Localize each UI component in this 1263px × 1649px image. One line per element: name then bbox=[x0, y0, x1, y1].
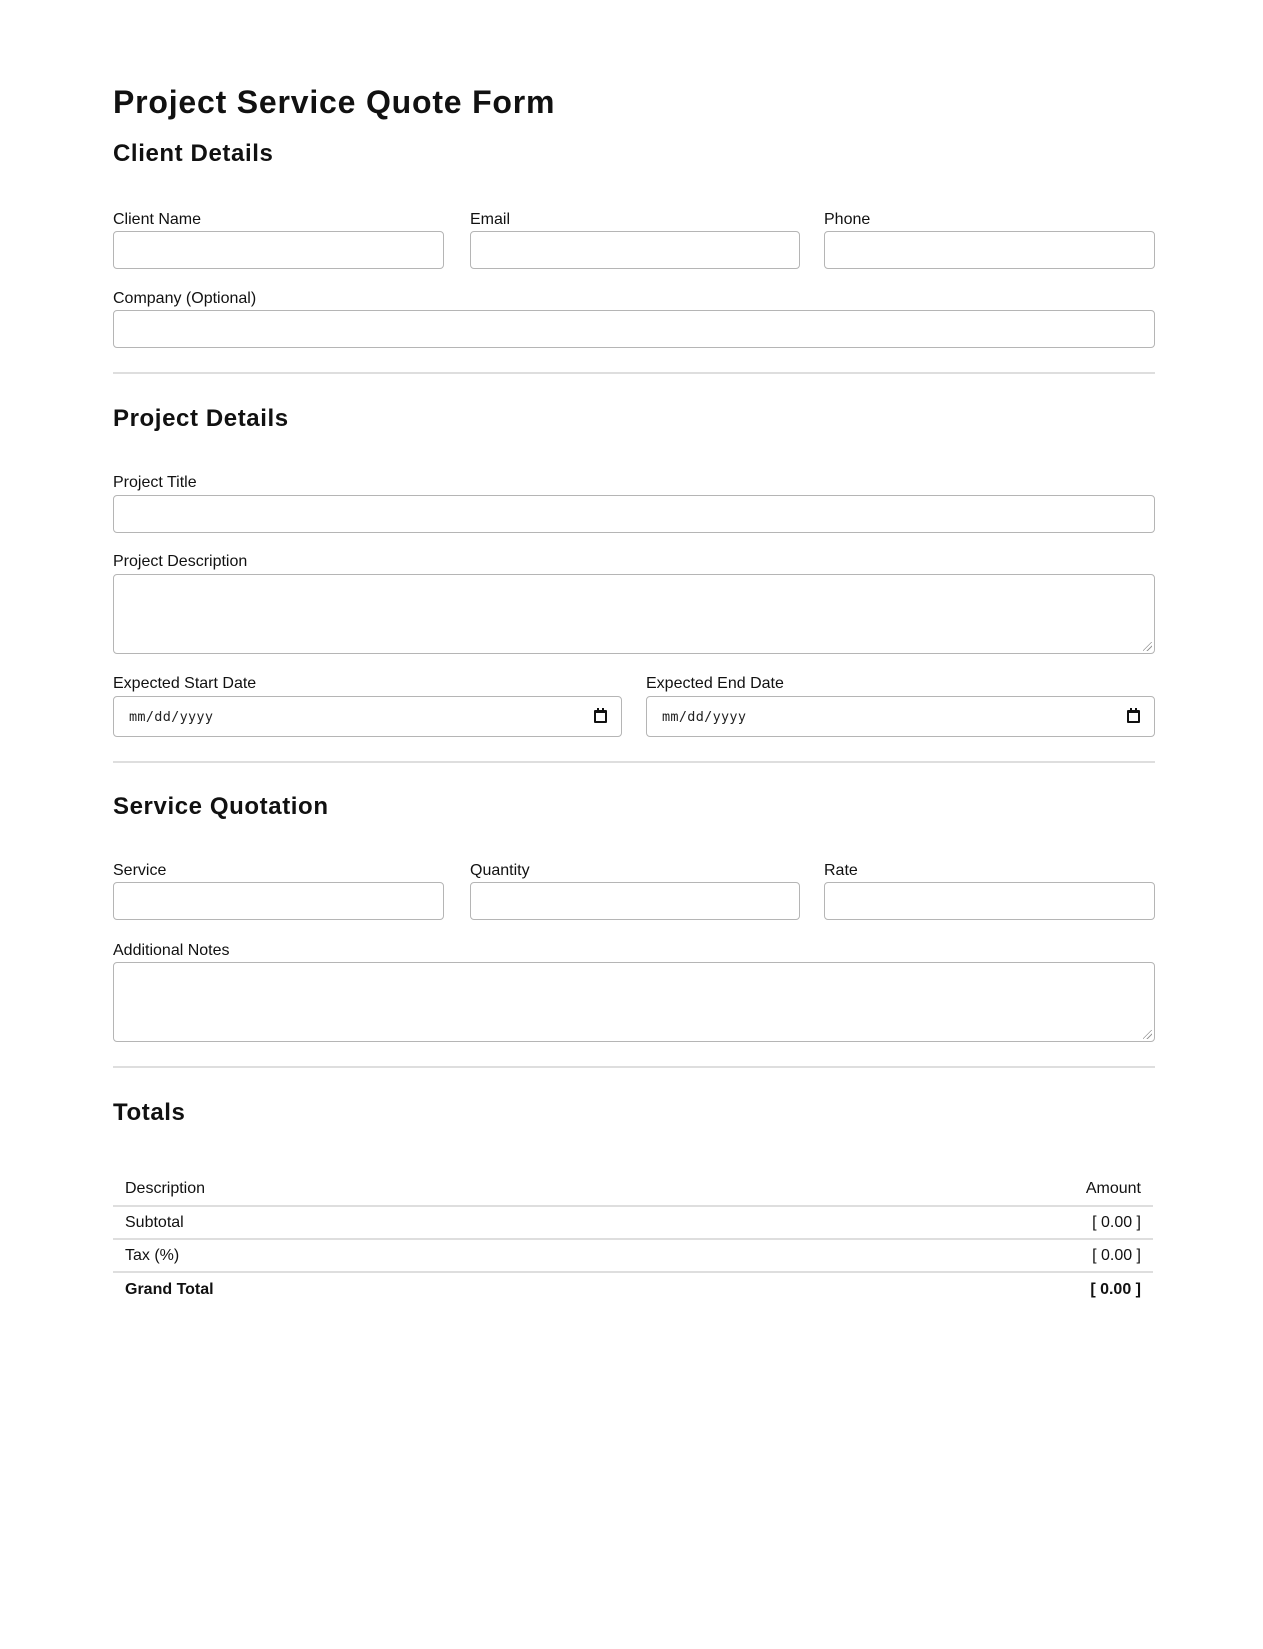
project-title-input[interactable] bbox=[113, 495, 1155, 533]
row-amount: [ 0.00 ] bbox=[1090, 1280, 1141, 1298]
service-input[interactable] bbox=[113, 882, 444, 920]
company-input[interactable] bbox=[113, 310, 1155, 348]
section-title-client-details: Client Details bbox=[113, 140, 274, 167]
project-description-label: Project Description bbox=[113, 553, 248, 570]
row-description: Grand Total bbox=[125, 1280, 214, 1298]
calendar-icon[interactable] bbox=[594, 710, 607, 723]
end-date-placeholder: mm/dd/yyyy bbox=[662, 708, 747, 725]
section-divider bbox=[113, 372, 1155, 374]
page-title: Project Service Quote Form bbox=[113, 84, 556, 120]
quantity-label: Quantity bbox=[470, 862, 530, 879]
service-label: Service bbox=[113, 862, 167, 879]
additional-notes-textarea[interactable] bbox=[113, 962, 1155, 1042]
additional-notes-label: Additional Notes bbox=[113, 942, 230, 959]
calendar-icon[interactable] bbox=[1127, 710, 1140, 723]
table-row-subtotal bbox=[113, 1207, 1153, 1240]
start-date-input[interactable] bbox=[113, 696, 622, 737]
column-header-description: Description bbox=[125, 1180, 206, 1197]
phone-input[interactable] bbox=[824, 231, 1155, 269]
row-description: Subtotal bbox=[125, 1213, 184, 1231]
client-name-label: Client Name bbox=[113, 211, 202, 228]
row-amount: [ 0.00 ] bbox=[1092, 1246, 1141, 1264]
column-header-amount: Amount bbox=[1085, 1180, 1141, 1197]
end-date-input[interactable] bbox=[646, 696, 1155, 737]
resize-grip-icon[interactable] bbox=[1143, 1030, 1152, 1039]
table-row-grand-total bbox=[113, 1273, 1153, 1306]
rate-input[interactable] bbox=[824, 882, 1155, 920]
email-label: Email bbox=[470, 211, 511, 228]
project-description-textarea[interactable] bbox=[113, 574, 1155, 654]
section-title-project-details: Project Details bbox=[113, 405, 289, 432]
start-date-label: Expected Start Date bbox=[113, 675, 257, 692]
row-description: Tax (%) bbox=[125, 1246, 180, 1264]
table-row-tax bbox=[113, 1240, 1153, 1273]
section-divider bbox=[113, 761, 1155, 763]
table-header-row bbox=[113, 1173, 1153, 1207]
row-amount: [ 0.00 ] bbox=[1092, 1213, 1141, 1231]
start-date-placeholder: mm/dd/yyyy bbox=[129, 708, 214, 725]
rate-label: Rate bbox=[824, 862, 858, 879]
phone-label: Phone bbox=[824, 211, 871, 228]
company-label: Company (Optional) bbox=[113, 290, 257, 307]
quantity-input[interactable] bbox=[470, 882, 800, 920]
end-date-label: Expected End Date bbox=[646, 675, 784, 692]
client-name-input[interactable] bbox=[113, 231, 444, 269]
email-input[interactable] bbox=[470, 231, 800, 269]
section-title-totals: Totals bbox=[113, 1099, 186, 1126]
totals-table bbox=[113, 1173, 1153, 1306]
section-title-service-quotation: Service Quotation bbox=[113, 793, 329, 820]
section-divider bbox=[113, 1066, 1155, 1068]
resize-grip-icon[interactable] bbox=[1143, 642, 1152, 651]
project-title-label: Project Title bbox=[113, 474, 197, 491]
